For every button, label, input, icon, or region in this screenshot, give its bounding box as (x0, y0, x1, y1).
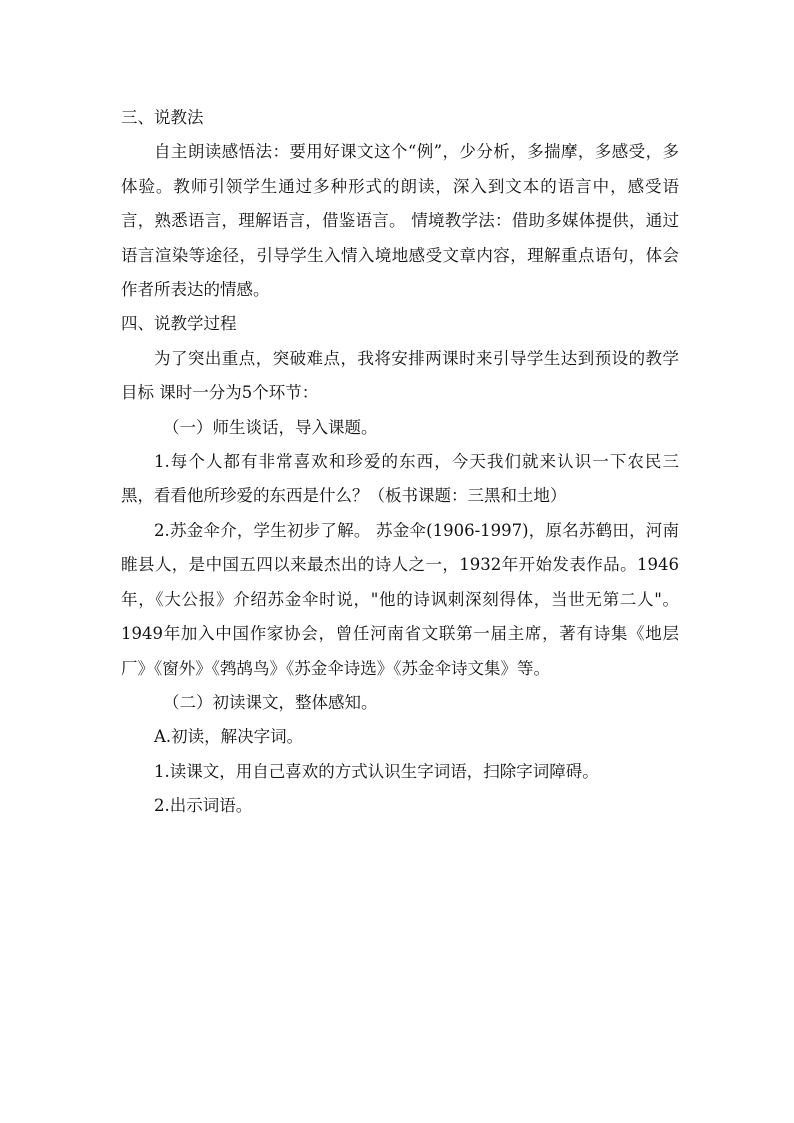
paragraph-teaching-methods: 自主朗读感悟法：要用好课文这个“例”，少分析，多揣摩，多感受，多体验。教师引领学生通过多种形式的朗读，深入到文本的语言中，感受语言，熟悉语言，理解语言，借鉴语言。 情境教学法：借助多媒体提供，通过语言渲染等途径，引导学生入情入境地感受文章内容，理解重点语句，体会作者所表达的情感。 (121, 142, 679, 300)
list-item-2-1: 1.读课文，用自己喜欢的方式认识生字词语，扫除字词障碍。 (154, 761, 599, 781)
list-item-1-1: 1.每个人都有非常喜欢和珍爱的东西，今天我们就来认识一下农民三黑，看看他所珍爱的东西是什么？（板书课题：三黑和土地） (121, 452, 679, 506)
section-heading-teaching-methods: 三、说教法 (121, 108, 204, 127)
step-heading-1: （一）师生谈话，导入课题。 (163, 417, 378, 437)
paragraph-teaching-process: 为了突出重点，突破难点，我将安排两课时来引导学生达到预设的教学目标 课时一分为5个环节： (121, 348, 679, 403)
section-heading-teaching-process: 四、说教学过程 (121, 314, 237, 334)
sub-heading-a: A.初读，解决字词。 (154, 727, 304, 747)
step-heading-2: （二）初读课文，整体感知。 (163, 692, 378, 712)
document-body (121, 101, 679, 824)
list-item-1-2: 2.苏金伞介，学生初步了解。 苏金伞(1906-1997)，原名苏鹤田，河南睢县人，是中国五四以来最杰出的诗人之一，1932年开始发表作品。1946年，《大公报》介绍苏金伞时说，"他的诗讽刺深刻得体，当世无第二人"。 1949年加入中国作家协会，曾任河南省文联第一届主席，著有诗集《地层厂》《窗外》《鹁鸪鸟》《苏金伞诗选》《苏金伞诗文集》等。 (121, 520, 679, 678)
list-item-2-2: 2.出示词语。 (154, 796, 253, 816)
